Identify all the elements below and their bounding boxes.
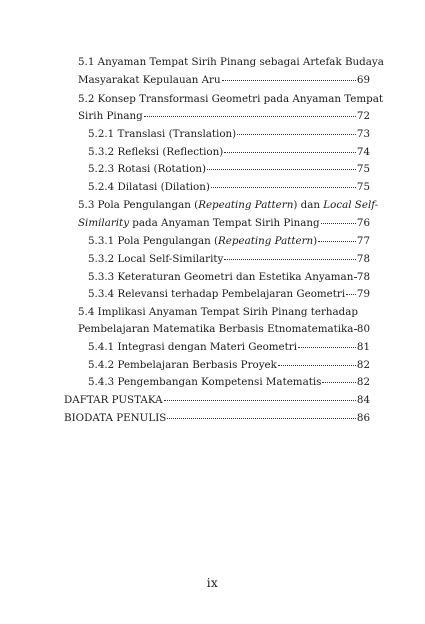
dot-leader	[321, 223, 356, 224]
toc-entry-text: 5.3 Pola Pengulangan (Repeating Pattern) dan Local Self-	[78, 199, 379, 211]
toc-page-number: 78	[356, 253, 370, 265]
toc-page-number: 73	[356, 128, 370, 140]
toc-entry-text: 5.3.4 Relevansi terhadap Pembelajaran Geometri	[88, 288, 346, 300]
dot-leader	[167, 418, 356, 419]
italic-term: Similarity	[78, 217, 130, 229]
toc-entry-daftar-pustaka[interactable]	[64, 393, 370, 407]
page-number: ix	[206, 576, 219, 590]
dot-leader	[222, 80, 356, 81]
toc-entry-5-3-1[interactable]	[88, 234, 370, 248]
italic-term: Repeating Pattern	[218, 235, 314, 247]
toc-page-number: 75	[356, 163, 370, 175]
toc-page-number: 82	[356, 359, 370, 371]
toc-entry-5-2-4[interactable]	[88, 180, 370, 194]
toc-entry-text: Masyarakat Kepulauan Aru	[78, 74, 221, 86]
toc-entry-5-1-line-2[interactable]	[78, 73, 370, 87]
dot-leader	[278, 365, 356, 366]
dot-leader	[298, 347, 356, 348]
dot-leader	[354, 329, 355, 330]
toc-entry-5-3-line-1	[78, 198, 378, 212]
toc-entry-5-2-1[interactable]	[88, 127, 370, 141]
toc-entry-5-3-4[interactable]	[88, 287, 370, 301]
toc-page-number: 82	[356, 376, 370, 388]
toc-page-number: 78	[356, 271, 370, 283]
toc-entry-5-2-3[interactable]	[88, 162, 370, 176]
toc-page-number: 80	[356, 323, 370, 335]
toc-entry-5-3-line-2[interactable]	[78, 216, 370, 230]
toc-entry-5-4-line-2[interactable]	[78, 322, 370, 336]
toc-entry-text: 5.2 Konsep Transformasi Geometri pada Anyaman Tempat	[78, 93, 384, 105]
dot-leader	[346, 294, 356, 295]
toc-entry-text: BIODATA PENULIS	[64, 412, 167, 424]
toc-entry-text: 5.1 Anyaman Tempat Sirih Pinang sebagai Artefak Budaya	[78, 56, 384, 68]
toc-page-number: 86	[356, 412, 370, 424]
dot-leader	[354, 277, 356, 278]
toc-entry-text: DAFTAR PUSTAKA	[64, 394, 163, 406]
toc-entry-text: 5.2.3 Rotasi (Rotation)	[88, 163, 207, 175]
toc-entry-text: 5.4.2 Pembelajaran Berbasis Proyek	[88, 359, 277, 371]
toc-page-number: 72	[356, 110, 370, 122]
dot-leader	[144, 116, 356, 117]
toc-entry-text: Sirih Pinang	[78, 110, 143, 122]
toc-entry-text: 5.3.3 Keteraturan Geometri dan Estetika Anyaman	[88, 271, 354, 283]
dot-leader	[224, 259, 356, 260]
toc-page-number: 76	[356, 217, 370, 229]
toc-page-number: 74	[356, 146, 370, 158]
toc-entry-5-4-1[interactable]	[88, 340, 370, 354]
toc-entry-text: 5.3.1 Pola Pengulangan (Repeating Pattern)	[88, 235, 318, 247]
toc-entry-text: 5.3.2 Refleksi (Reflection)	[88, 146, 224, 158]
toc-entry-text: Pembelajaran Matematika Berbasis Etnomatematika	[78, 323, 354, 335]
toc-entry-5-4-3[interactable]	[88, 375, 370, 389]
dot-leader	[318, 241, 356, 242]
toc-entry-5-3-2-refleksi[interactable]	[88, 145, 370, 159]
toc-entry-5-3-3[interactable]	[88, 270, 370, 284]
toc-entry-5-2-line-1	[78, 92, 383, 106]
toc-entry-5-2-line-2[interactable]	[78, 109, 370, 123]
dot-leader	[237, 134, 356, 135]
italic-term: Local Self-	[323, 199, 379, 211]
toc-entry-text: 5.3.2 Local Self-Similarity	[88, 253, 224, 265]
toc-entry-text: Similarity pada Anyaman Tempat Sirih Pinang	[78, 217, 320, 229]
toc-page-number: 84	[356, 394, 370, 406]
toc-entry-text: 5.4 Implikasi Anyaman Tempat Sirih Pinang terhadap	[78, 306, 358, 318]
toc-page-number: 75	[356, 181, 370, 193]
toc-entry-5-4-2[interactable]	[88, 358, 370, 372]
toc-entry-text: 5.4.3 Pengembangan Kompetensi Matematis	[88, 376, 322, 388]
toc-entry-text: 5.4.1 Integrasi dengan Materi Geometri	[88, 341, 297, 353]
toc-entry-biodata-penulis[interactable]	[64, 411, 370, 425]
toc-entry-text: 5.2.1 Translasi (Translation)	[88, 128, 237, 140]
dot-leader	[207, 169, 356, 170]
dot-leader	[164, 400, 356, 401]
italic-term: Repeating Pattern	[198, 199, 294, 211]
toc-page-number: 69	[356, 74, 370, 86]
toc-entry-text: 5.2.4 Dilatasi (Dilation)	[88, 181, 210, 193]
dot-leader	[322, 382, 355, 383]
toc-page-number: 79	[356, 288, 370, 300]
toc-page-number: 77	[356, 235, 370, 247]
toc-entry-5-3-2[interactable]	[88, 252, 370, 266]
toc-entry-5-1-line-1	[78, 55, 384, 69]
toc-entry-5-4-line-1	[78, 305, 358, 319]
dot-leader	[211, 187, 356, 188]
toc-page-number: 81	[356, 341, 370, 353]
dot-leader	[224, 152, 356, 153]
